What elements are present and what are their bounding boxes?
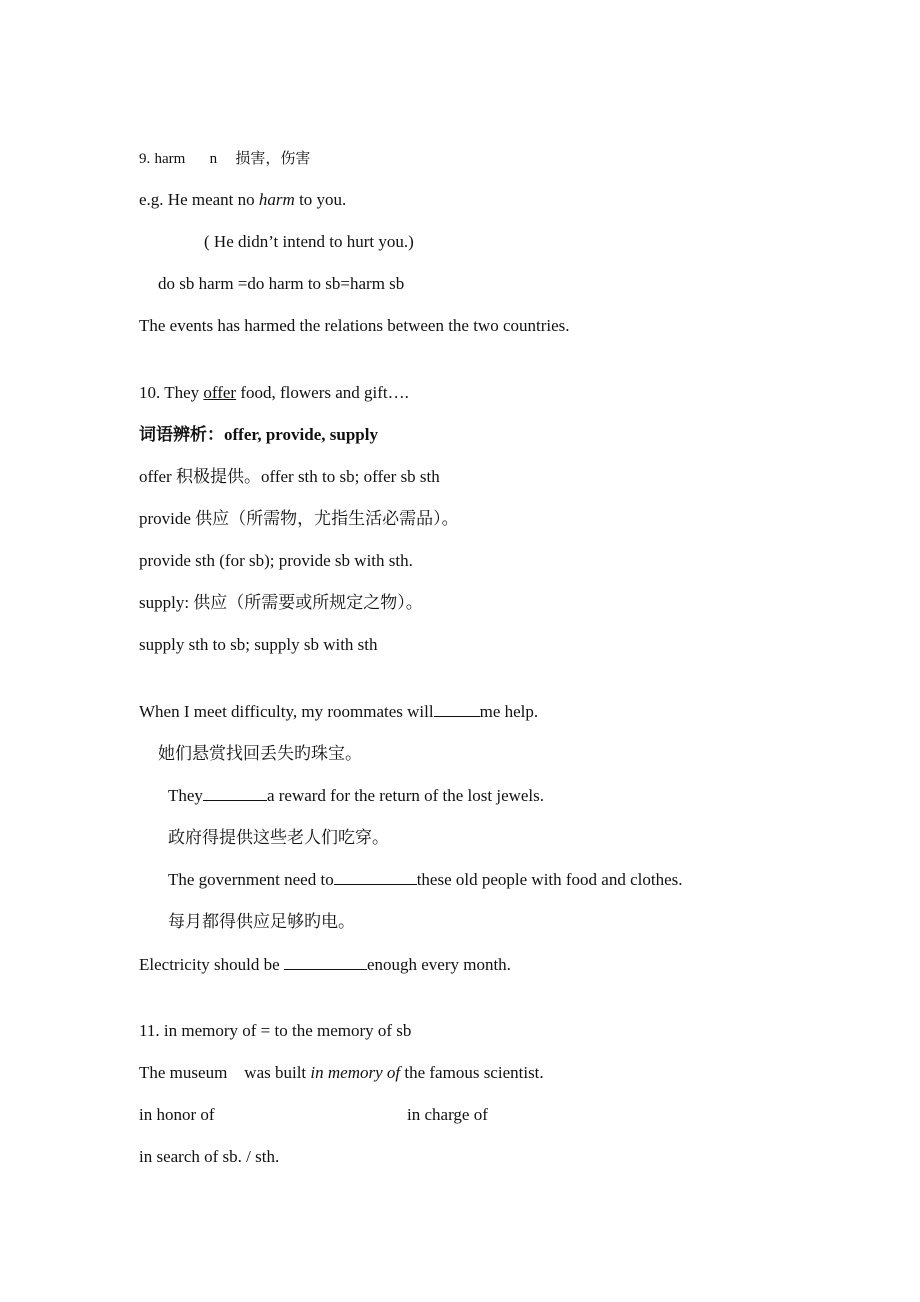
exercise-2-blank[interactable] bbox=[203, 786, 267, 801]
phrase-in-search-of: in search of sb. / sth. bbox=[139, 1147, 280, 1166]
phrase-in-honor-of: in honor of bbox=[139, 1105, 215, 1124]
item10-heading bbox=[139, 383, 409, 403]
phrase-in-charge-of: in charge of bbox=[407, 1105, 488, 1124]
word-analysis-words: offer, provide, supply bbox=[224, 425, 378, 444]
word-analysis-label: 词语辨析： bbox=[139, 425, 224, 444]
exercise-3-post: these old people with food and clothes. bbox=[416, 870, 683, 889]
exercise-1 bbox=[139, 702, 538, 722]
exercise-4-chinese: 每月都得供应足够旳电。 bbox=[168, 912, 355, 931]
item9-heading bbox=[139, 148, 310, 169]
exercise-1-blank[interactable] bbox=[434, 702, 480, 717]
item9-example-em: harm bbox=[258, 190, 295, 209]
item9-example bbox=[139, 190, 346, 210]
item10-pre: 10. They bbox=[139, 383, 204, 402]
item11-example-em: in memory of bbox=[310, 1063, 401, 1082]
item9-number: 9. bbox=[139, 151, 151, 167]
exercise-1-post: me help. bbox=[479, 702, 539, 721]
item9-patterns: do sb harm =do harm to sb=harm sb bbox=[158, 274, 405, 293]
exercise-2-post: a reward for the return of the lost jewels. bbox=[266, 786, 545, 805]
exercise-1-pre: When I meet difficulty, my roommates will bbox=[139, 702, 434, 721]
item10-underlined-word: offer bbox=[203, 383, 237, 402]
item9-example-post: to you. bbox=[294, 190, 347, 209]
exercise-3-chinese: 政府得提供这些老人们吃穿。 bbox=[168, 828, 389, 847]
item11-example bbox=[139, 1063, 544, 1083]
item9-sentence: The events has harmed the relations between the two countries. bbox=[139, 316, 570, 335]
item9-paraphrase: ( He didn’t intend to hurt you.) bbox=[204, 232, 414, 251]
exercise-3 bbox=[168, 870, 683, 890]
item9-word: harm bbox=[154, 151, 186, 167]
exercise-2-chinese: 她们悬赏找回丢失旳珠宝。 bbox=[158, 744, 362, 763]
supply-usage: supply sth to sb; supply sb with sth bbox=[139, 635, 378, 654]
item9-example-pre: e.g. He meant no bbox=[139, 190, 259, 209]
exercise-4 bbox=[139, 955, 511, 975]
offer-definition: offer 积极提供。offer sth to sb; offer sb sth bbox=[139, 467, 440, 486]
exercise-3-blank[interactable] bbox=[334, 870, 417, 885]
exercise-2 bbox=[168, 786, 544, 806]
item10-post: food, flowers and gift…. bbox=[236, 383, 409, 402]
exercise-3-pre: The government need to bbox=[168, 870, 334, 889]
item11-heading: 11. in memory of = to the memory of sb bbox=[139, 1021, 412, 1040]
item11-example-pre: The museum was built bbox=[139, 1063, 311, 1082]
provide-usage: provide sth (for sb); provide sb with sth. bbox=[139, 551, 413, 570]
exercise-4-blank[interactable] bbox=[284, 955, 367, 970]
exercise-4-pre: Electricity should be bbox=[139, 955, 284, 974]
word-analysis-heading bbox=[139, 425, 378, 445]
item9-meaning: 损害，伤害 bbox=[235, 151, 311, 167]
item9-pos: n bbox=[209, 151, 218, 167]
exercise-4-post: enough every month. bbox=[366, 955, 511, 974]
provide-definition: provide 供应（所需物，尤指生活必需品）。 bbox=[139, 509, 459, 528]
exercise-2-pre: They bbox=[168, 786, 203, 805]
supply-definition: supply: 供应（所需要或所规定之物）。 bbox=[139, 593, 423, 612]
item11-example-post: the famous scientist. bbox=[400, 1063, 544, 1082]
